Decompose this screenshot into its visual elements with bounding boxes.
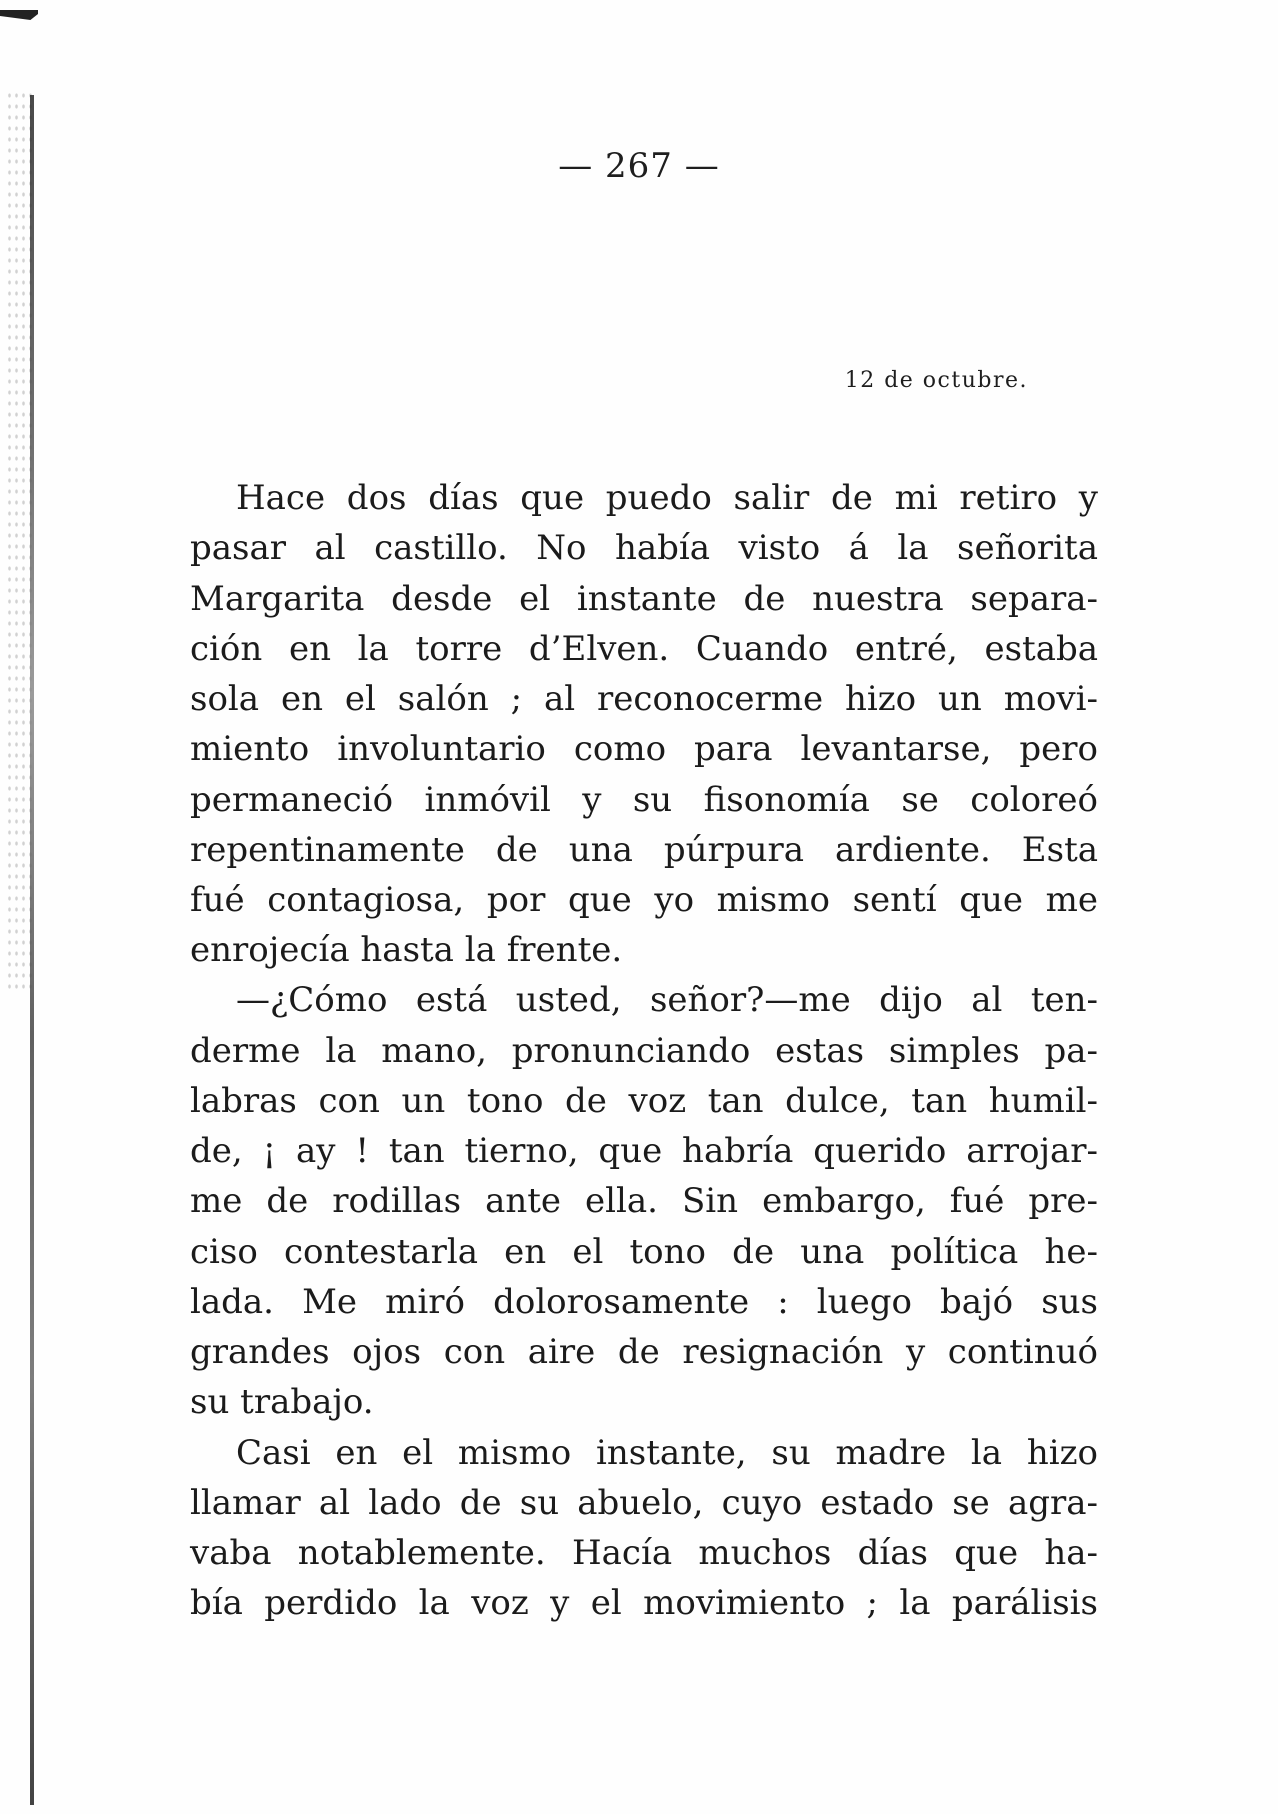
text-line: Hace dos días que puedo salir de mi retiro y <box>236 478 1098 518</box>
text-line: su trabajo. <box>190 1382 374 1422</box>
text-line: enrojecía hasta la frente. <box>190 930 623 970</box>
scan-corner-mark <box>0 10 38 20</box>
text-line: ción en la torre d’Elven. Cuando entré, estaba <box>190 629 1098 669</box>
text-line: grandes ojos con aire de resignación y continuó <box>190 1332 1098 1372</box>
text-line: —¿Cómo está usted, señor?—me dijo al ten- <box>236 980 1098 1020</box>
text-line: labras con un tono de voz tan dulce, tan humil- <box>190 1081 1098 1121</box>
text-line: fué contagiosa, por que yo mismo sentí que me <box>190 880 1098 920</box>
text-line: me de rodillas ante ella. Sin embargo, fué pre- <box>190 1181 1098 1221</box>
text-line: llamar al lado de su abuelo, cuyo estado se agra- <box>190 1483 1098 1523</box>
binding-edge <box>30 95 34 1805</box>
text-line: derme la mano, pronunciando estas simples pa- <box>190 1031 1098 1071</box>
page-number: — 267 — <box>558 146 720 186</box>
text-line: pasar al castillo. No había visto á la señorita <box>190 528 1098 568</box>
text-line: repentinamente de una púrpura ardiente. Esta <box>190 830 1098 870</box>
text-line: sola en el salón ; al reconocerme hizo un movi- <box>190 679 1098 719</box>
text-line: de, ¡ ay ! tan tierno, que habría querido arrojar- <box>190 1131 1098 1171</box>
dateline: 12 de octubre. <box>844 368 1028 393</box>
text-line: vaba notablemente. Hacía muchos días que ha- <box>190 1533 1098 1573</box>
text-line: lada. Me miró dolorosamente : luego bajó sus <box>190 1282 1098 1322</box>
text-line: Margarita desde el instante de nuestra separa- <box>190 579 1098 619</box>
text-line: Casi en el mismo instante, su madre la hizo <box>236 1433 1098 1473</box>
text-line: bía perdido la voz y el movimiento ; la parálisis <box>190 1583 1098 1623</box>
text-line: permaneció inmóvil y su fisonomía se coloreó <box>190 780 1098 820</box>
text-line: ciso contestarla en el tono de una política he- <box>190 1232 1098 1272</box>
text-line: miento involuntario como para levantarse, pero <box>190 729 1098 769</box>
